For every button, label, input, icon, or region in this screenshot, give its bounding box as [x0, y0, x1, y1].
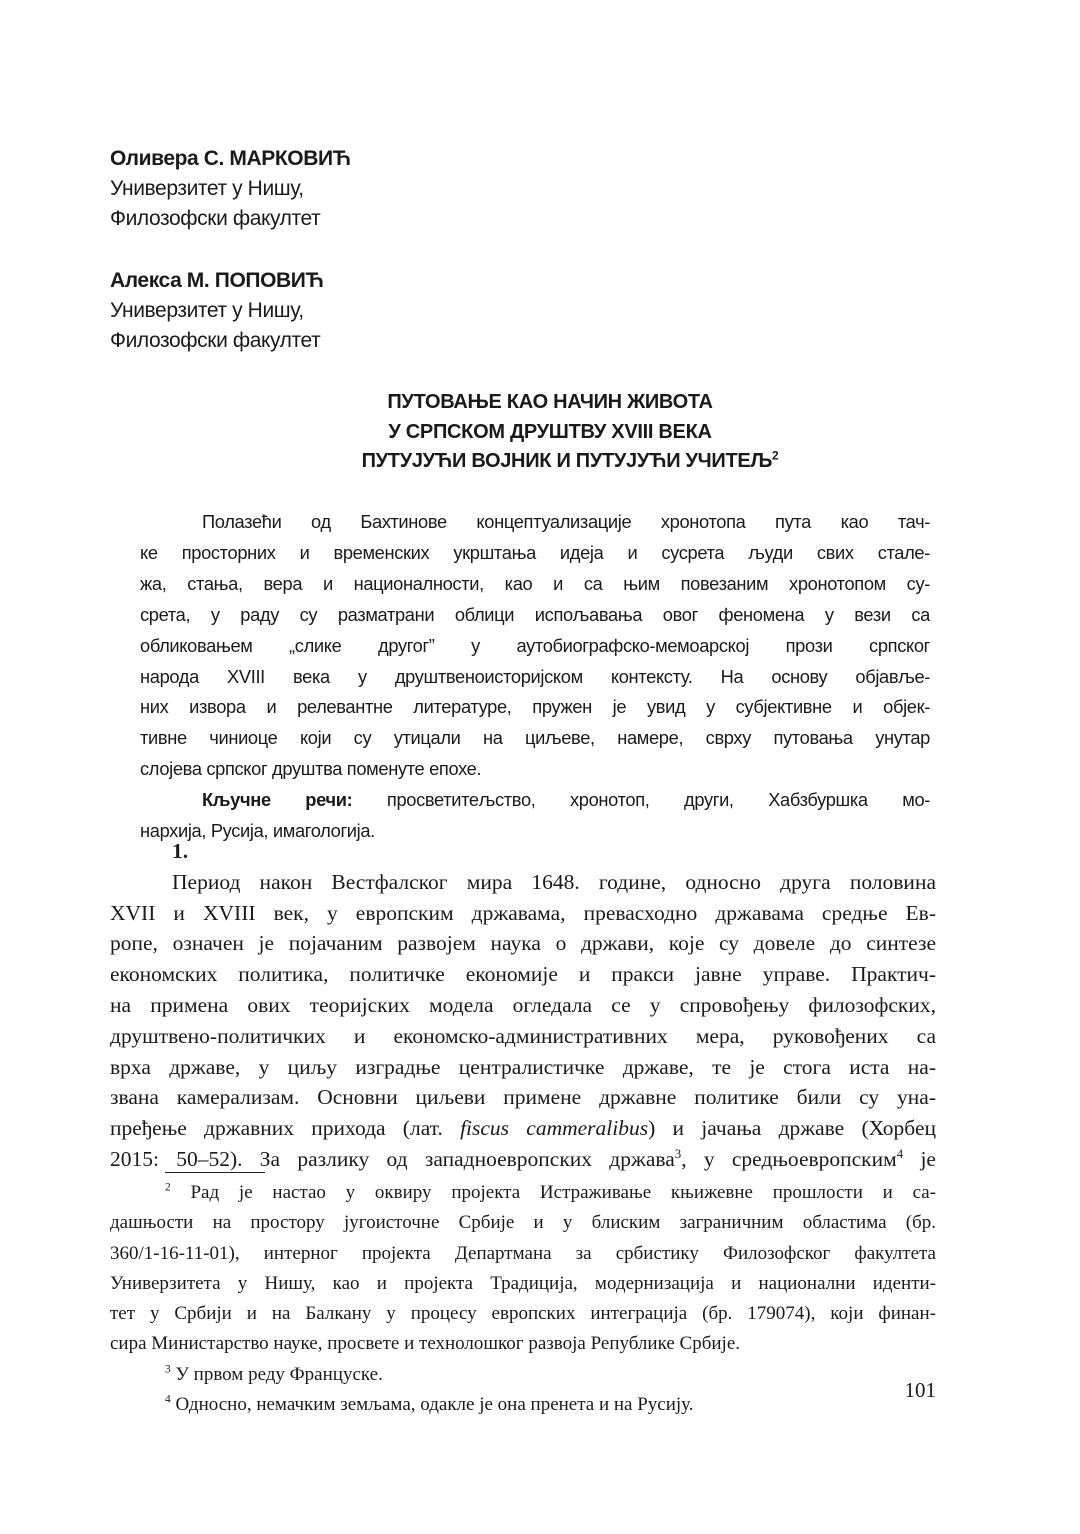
section-heading: 1.	[172, 839, 189, 863]
author-name: Алекса М. ПОПОВИЋ	[110, 269, 324, 292]
abstract-line: жа, стања, вера и националности, као и са њим повезаним хронотопом су-	[140, 572, 930, 594]
footnote-mark: 4	[165, 1393, 171, 1406]
author-name: Оливера С. МАРКОВИЋ	[110, 147, 351, 170]
title-line: ПУТОВАЊЕ КАО НАЧИН ЖИВОТА	[387, 391, 713, 413]
abstract-line: Полазећи од Бахтинове концептуализације хронотопа пута као тач-	[202, 511, 930, 532]
title-line	[290, 447, 850, 477]
abstract-line: народа XVIII века у друштвеноисторијском контексту. На основу објављe-	[140, 665, 930, 687]
body-line	[110, 1144, 936, 1175]
footnote-mark: 2	[165, 1181, 171, 1194]
title-line: У СРПСКОМ ДРУШТВУ XVIII ВЕКА	[388, 420, 712, 443]
keywords-label: Кључне речи:	[202, 789, 353, 811]
body-line	[110, 1113, 936, 1144]
footnote-text: У првом реду Француске.	[175, 1363, 383, 1385]
footnote-line	[110, 1360, 936, 1390]
latin-term: fiscus cammeralibus	[460, 1116, 649, 1141]
footnote-line: 360/1-16-11-01), интерног пројекта Департмана за србистику Филозофског факултета	[110, 1242, 936, 1264]
abstract-line: обликовањем „слике другог” у аутобиографско-мемоарској прози српског	[140, 634, 930, 656]
body-text-span: је	[903, 1146, 936, 1171]
body-text	[110, 836, 936, 1175]
author-affiliation: Универзитет у Нишу,	[110, 299, 304, 322]
footnote-line: тет у Србији и на Балкану у процесу европских интеграција (бр. 179074), који финан-	[110, 1303, 936, 1325]
article-title	[250, 388, 850, 477]
footnotes	[110, 1178, 936, 1420]
author-affiliation: Универзитет у Нишу,	[110, 177, 304, 200]
body-line: звана камерализам. Основни циљеви примене државне политике били су уна-	[110, 1085, 936, 1110]
body-line: врха државе, у циљу изградње централистичке државе, те је стога иста на-	[110, 1054, 936, 1079]
abstract-line: слојева српског друштва поменуте епохе.	[140, 758, 482, 780]
abstract-line: срета, у раду су разматрани облици испољавања овог феномена у вези са	[140, 603, 930, 625]
footnote-mark: 3	[674, 1146, 682, 1161]
title-line-text: ПУТУЈУЋИ ВОЈНИК И ПУТУЈУЋИ УЧИТЕЉ	[361, 450, 773, 472]
keywords-line	[140, 785, 930, 816]
abstract-line: них извора и релевантне литературе, пружен је увид у субјективне и објек-	[140, 696, 930, 718]
footnote-mark: 3	[165, 1363, 171, 1376]
footnote-text: Рад је настао у оквиру пројекта Истраживање књижевне прошлости и са-	[190, 1182, 937, 1203]
footnote-separator	[165, 1172, 265, 1173]
author-affiliation: Филозофски факултет	[110, 207, 321, 230]
body-text-span: 2015: 50–52). За разлику од западноевропских држава	[110, 1146, 675, 1171]
keywords-text: просветитељство, хронотоп, други, Хабзбуршка мо-	[386, 789, 930, 811]
author-affiliation: Филозофски факултет	[110, 329, 321, 352]
abstract	[140, 507, 930, 847]
footnote-text: Односно, немачким земљама, одакле је она пренета и на Русију.	[175, 1394, 694, 1416]
body-line: на примена ових теоријских модела огледала се у спровођењу филозофских,	[110, 992, 936, 1017]
footnote-line: Универзитета у Нишу, као и пројекта Традиција, модернизација и национални иденти-	[110, 1272, 936, 1294]
footnote-line	[110, 1390, 936, 1420]
keywords-line: нархија, Русија, имагологија.	[140, 820, 375, 842]
authors-block	[110, 144, 351, 356]
body-text-span: , у средњоевропским	[681, 1146, 897, 1171]
body-line: Период након Вестфалског мира 1648. године, односно друга половина	[172, 869, 936, 894]
abstract-line: тивне чиниоце који су утицали на циљеве, намере, сврху путовања унутар	[140, 727, 930, 749]
body-line: друштвено-политичких и економско-административних мера, руковођених са	[110, 1023, 936, 1048]
body-text-span: пређење државних прихода (лат.	[110, 1116, 461, 1141]
body-line: ропе, означен је појачаним развојем наука о држави, које су довеле до синтезе	[110, 931, 936, 956]
footnote-line: дашњости на простору југоисточне Србије и у блиским заграничним областима (бр.	[110, 1212, 936, 1234]
body-text-span: ) и јачања државе (Хорбец	[648, 1116, 936, 1141]
footnote-mark: 4	[896, 1146, 904, 1161]
body-line: XVII и XVIII век, у европским државама, превасходно државама средње Ев-	[110, 900, 936, 925]
footnote-line	[110, 1178, 936, 1208]
footnote-line: сира Министарство науке, просвете и технолошког развоја Републике Србије.	[110, 1333, 740, 1355]
abstract-line: ке просторних и временских укрштања идеја и сусрета људи свих стале-	[140, 541, 930, 563]
page-number: 101	[904, 1378, 936, 1402]
footnote-mark: 2	[772, 448, 779, 463]
body-line: економских политика, политичке економије и пракси јавне управе. Практич-	[110, 962, 936, 987]
